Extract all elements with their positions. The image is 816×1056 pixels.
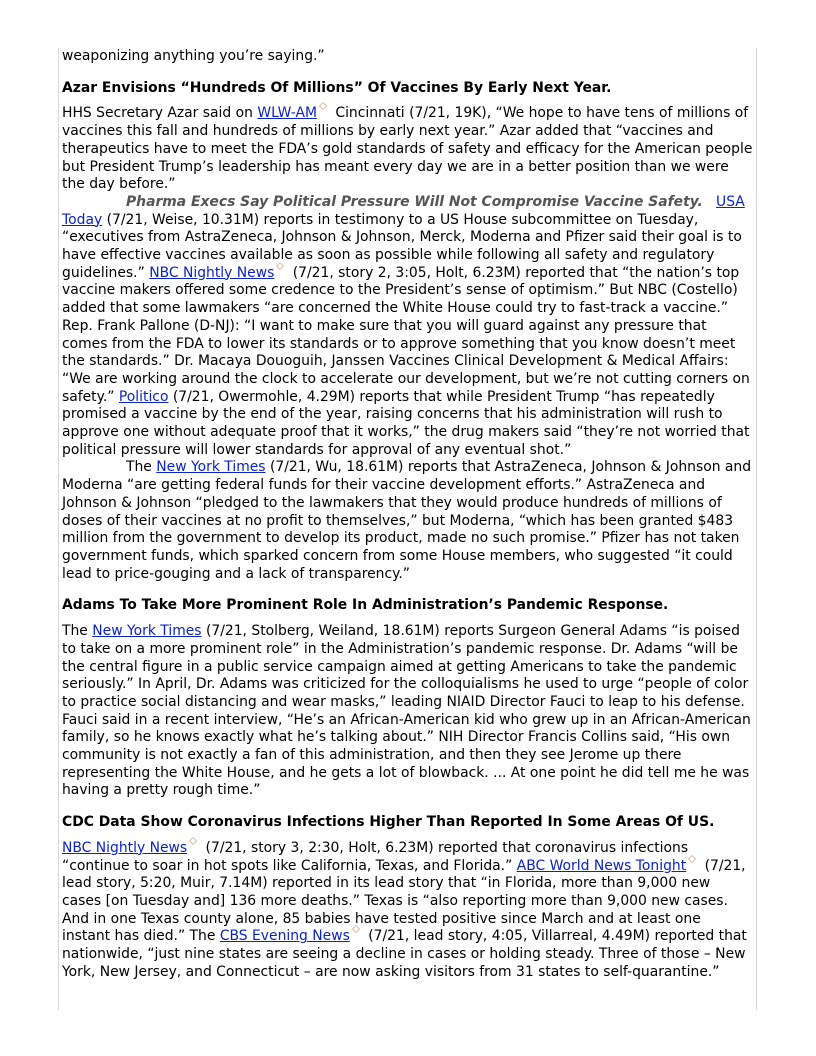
link-marker-icon bbox=[274, 265, 288, 275]
link-new-york-times[interactable]: New York Times bbox=[156, 459, 266, 476]
paragraph-adams: The New York Times (7/21, Stolberg, Weiland, 18.61M) reports Surgeon General Adams “is poised to take on a more prominent role” in the Administration’s pandemic response. Dr. Adams “will be the central figure in a public service campaign aimed at getting Americans to take the pandemic seriously.” In April, Dr. Adams was criticized for the colloquialisms he used to urge “people of color to practice social distancing and wear masks,” leading NIAID Director Fauci to leap to his defense. Fauci said in a recent interview, “He’s an African-American kid who grew up in an African-American family, so he knows exactly what he’s talking about.” NIH Director Francis Collins said, “His own community is not exactly a fan of this administration, and then they see Jerome up there representing the White House, and he gets a lot of blowback. ... At one point he did tell me he was having a pretty rough time.” bbox=[62, 623, 751, 799]
link-nbc-nightly-news[interactable]: NBC Nightly News bbox=[62, 839, 188, 856]
section-heading-cdc: CDC Data Show Coronavirus Infections Higher Than Reported In Some Areas Of US. bbox=[62, 814, 715, 831]
paragraph-nyt-vaccines: The New York Times (7/21, Wu, 18.61M) reports that AstraZeneca, Johnson & Johnson and Moderna “are getting federal funds for their vaccine development efforts.” AstraZeneca and Johnson & Johnson “pledged to the lawmakers that they would produce hundreds of millions of doses of their vaccines at no profit to themselves,” but Moderna, “which has been granted $483 million from the government to develop its product, made no such promise.” Pfizer has not taken government funds, which sparked concern from some House members, who suggested “it could lead to price-gouging and a lack of transparency.” bbox=[62, 459, 752, 582]
link-usa-today[interactable]: USA Today bbox=[62, 193, 745, 228]
link-politico[interactable]: Politico bbox=[118, 388, 169, 405]
link-cbs-evening-news[interactable]: CBS Evening News bbox=[219, 928, 350, 945]
intro-tail: weaponizing anything you’re saying.” bbox=[62, 48, 325, 64]
link-marker-icon bbox=[317, 105, 331, 115]
right-margin-rule bbox=[756, 48, 757, 1010]
section-heading-adams: Adams To Take More Prominent Role In Administration’s Pandemic Response. bbox=[62, 597, 669, 614]
link-abc-world-news-tonight[interactable]: ABC World News Tonight bbox=[516, 857, 687, 874]
paragraph-azar: HHS Secretary Azar said on WLW-AM Cincinnati (7/21, 19K), “We hope to have tens of millions of vaccines this fall and hundreds of millions by early next year.” Azar added that “vaccines and therapeutics have to meet the FDA’s gold standards of safety and efficacy for the American people but President Trump’s leadership has meant every day we are in a better position than we were the day before.” bbox=[62, 105, 753, 193]
link-nbc-nightly-news[interactable]: NBC Nightly News bbox=[149, 264, 275, 281]
link-marker-icon bbox=[686, 858, 700, 868]
link-marker-icon bbox=[187, 840, 201, 850]
paragraph-cdc: NBC Nightly News (7/21, story 3, 2:30, Holt, 6.23M) reported that coronavirus infections “continue to soar in hot spots like California, Texas, and Florida.” ABC World News Tonight (7/21, lead story, 5:20, Muir, 7.14M) reported in its lead story that “in Florida, more than 9,000 new cases [on Tuesday and] 136 more deaths.” Texas is “also reporting more than 9,000 new cases. And in one Texas county alone, 85 babies have tested positive since March and at least one instant has died.” The CBS Evening News (7/21, lead story, 4:05, Villarreal, 4.49M) reported that nationwide, “just nine states are seeing a decline in cases or holding steady. Three of those – New York, New Jersey, and Connecticut – are now asking visitors from 31 states to self-quarantine.” bbox=[62, 839, 747, 980]
section-heading-azar: Azar Envisions “Hundreds Of Millions” Of Vaccines By Early Next Year. bbox=[62, 79, 612, 96]
left-margin-rule bbox=[58, 48, 59, 1010]
link-wlw-am[interactable]: WLW-AM bbox=[257, 105, 317, 122]
document-body bbox=[62, 48, 753, 981]
subheading-pharma: Pharma Execs Say Political Pressure Will Not Compromise Vaccine Safety. bbox=[126, 193, 703, 210]
paragraph-pharma: Pharma Execs Say Political Pressure Will Not Compromise Vaccine Safety. USA Today (7/21, Weise, 10.31M) reports in testimony to a US House subcommittee on Tuesday, “executives from AstraZeneca, Johnson & Johnson, Merck, Moderna and Pfizer said their goal is to have effective vaccines available as soon as possible while following all safety and regulatory guidelines.” NBC Nightly News (7/21, story 2, 3:05, Holt, 6.23M) reported that “the nation’s top vaccine makers offered some credence to the President’s sense of optimism.” But NBC (Costello) added that some lawmakers “are concerned the White House could try to fast-track a vaccine.” Rep. Frank Pallone (D-NJ): “I want to make sure that you will guard against any pressure that comes from the FDA to lower its standards or to approve something that you know doesn’t meet the standards.” Dr. Macaya Douoguih, Janssen Vaccines Clinical Development & Medical Affairs: “We are working around the clock to accelerate our development, but we’re not cutting corners on safety.” Politico (7/21, Owermohle, 4.29M) reports that while President Trump “has repeatedly promised a vaccine by the end of the year, raising concerns that his administration will rush to approve one without adequate proof that it works,” the drug makers said “they’re not worried that political pressure will lower standards for approval of any eventual shot.” bbox=[62, 193, 750, 458]
link-new-york-times[interactable]: New York Times bbox=[92, 623, 202, 640]
link-marker-icon bbox=[350, 928, 364, 938]
